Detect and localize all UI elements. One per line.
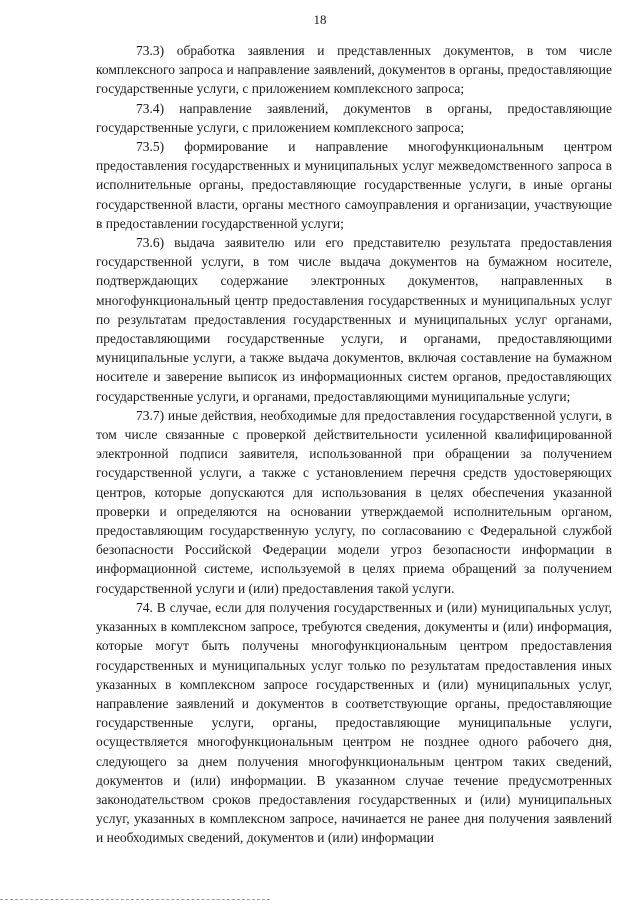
page-number: 18	[313, 12, 327, 27]
paragraph-73-3: 73.3) обработка заявления и представленных документов, в том числе комплексного запроса и направление заявлений, документов в органы, предоставляющие государственные услуги, с приложением комплексного запроса;	[96, 43, 612, 97]
paragraph-74: 74. В случае, если для получения государственных и (или) муниципальных услуг, указанных в комплексном запросе, требуются сведения, документы и (или) информация, которые могут быть получены многофункциональным центром предоставления государственных и муниципальных услуг только по результатам предоставления иных указанных в комплексном запросе государственных и (или) муниципальных услуг, направление заявлений и документов в соответствующие органы, предоставляющие государственные услуги, органы, предоставляющие муниципальные услуги, осуществляется многофункциональным центром не позднее одного рабочего дня, следующего за днем получения многофункциональным центром таких сведений, документов и (или) информации. В указанном случае течение предусмотренных законодательством сроков предоставления государственных и (или) муниципальных услуг, указанных в комплексном запросе, начинается не ранее дня получения заявлений и необходимых сведений, документов и (или) информации	[96, 599, 612, 846]
paragraph-73-5: 73.5) формирование и направление многофункциональным центром предоставления государственных и муниципальных услуг межведомственного запроса в исполнительные органы, предоставляющие государственные услуги, в иные органы государственной власти, органы местного самоуправления и организации, участвующие в предоставлении государственной услуги;	[96, 139, 612, 231]
paragraph-73-6: 73.6) выдача заявителю или его представителю результата предоставления государственной услуги, в том числе выдача документов на бумажном носителе, подтверждающих содержание электронных документов, направленных в многофункциональный центр предоставления государственных и муниципальных услуг по результатам предоставления государственных и муниципальных услуг органами, предоставляющими государственные услуги, и органами, предоставляющими муниципальные услуги, а также выдача документов, включая составление на бумажном носителе и заверение выписок из информационных систем органов, предоставляющих государственные услуги, и органами, предоставляющими муниципальные услуги;	[96, 235, 612, 404]
paragraph-73-7: 73.7) иные действия, необходимые для предоставления государственной услуги, в том числе связанные с проверкой действительности усиленной квалифицированной электронной подписи заявителя, использованной при обращении за получением государственной услуги, а также с установлением перечня средств удостоверяющих центров, которые допускаются для использования в целях обеспечения указанной проверки и определяются на основании утверждаемой исполнительным органом, предоставляющим государственную услугу, по согласованию с Федеральной службой безопасности Российской Федерации модели угроз безопасности информации в информационной системе, используемой в целях приема обращений за получением государственной услуги и (или) предоставления такой услуги.	[96, 407, 612, 596]
paragraph-73-4: 73.4) направление заявлений, документов в органы, предоставляющие государственные услуги, с приложением комплексного запроса;	[96, 100, 612, 135]
footer-divider	[0, 899, 270, 900]
document-body	[96, 41, 612, 848]
